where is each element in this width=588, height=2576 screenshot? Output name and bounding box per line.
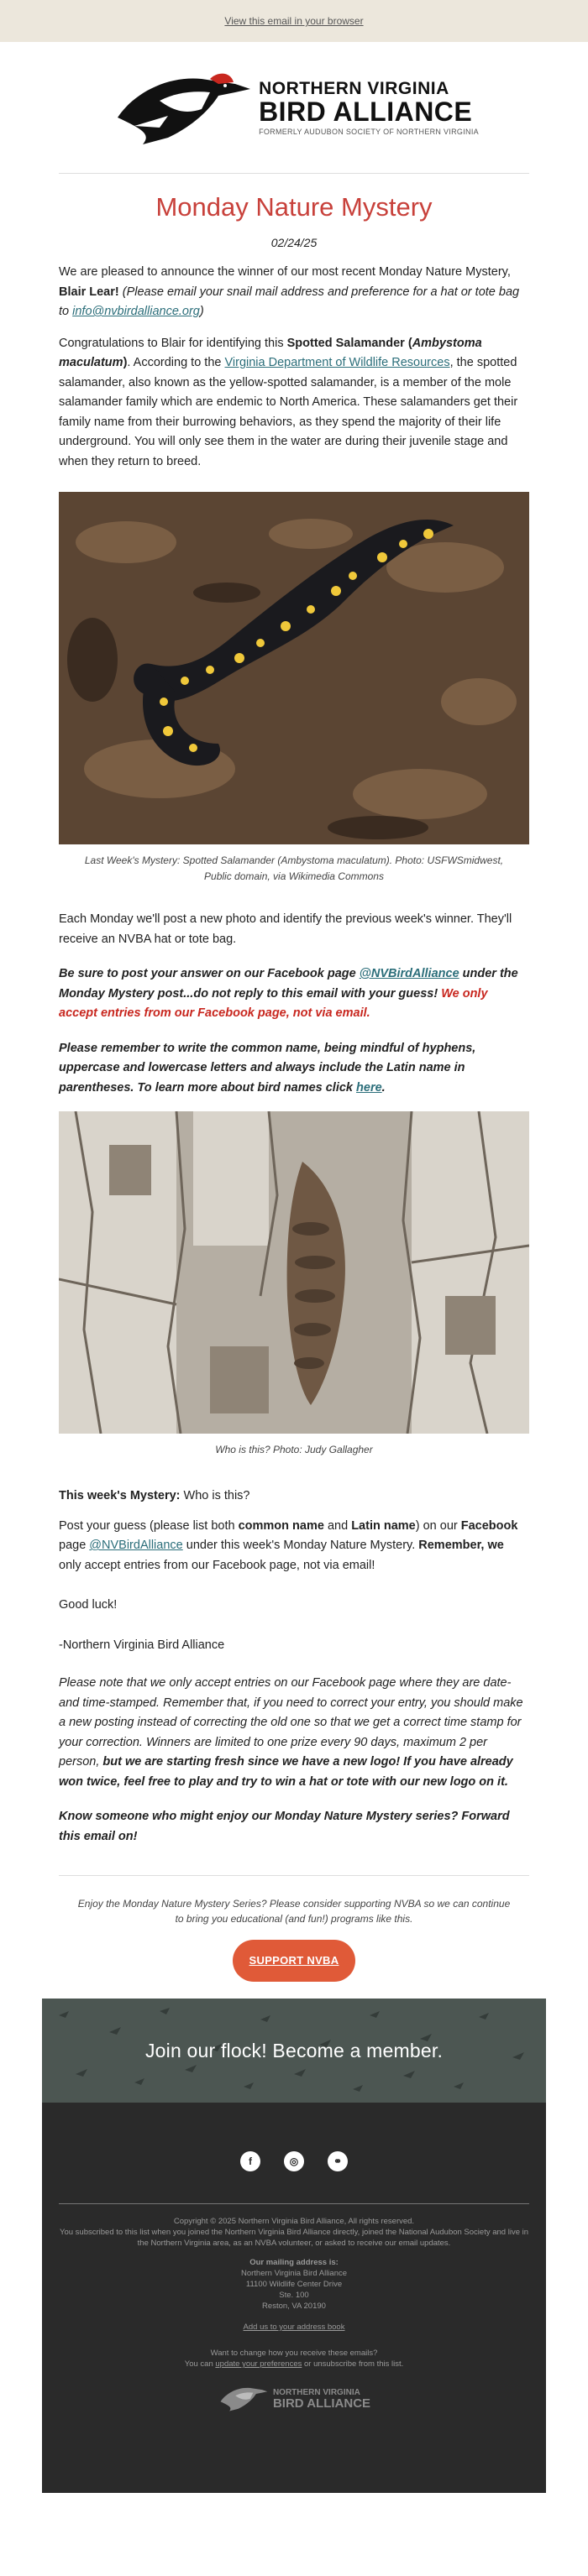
address-line-2: 11100 Wildlife Center Drive — [245, 2280, 343, 2289]
footer-divider — [59, 2203, 529, 2204]
post-latin: Latin name — [351, 1518, 416, 1533]
membership-banner-text: Join our flock! Become a member. — [144, 2039, 444, 2061]
mystery-photo — [59, 1111, 529, 1434]
instagram-icon[interactable]: ◎ — [284, 2151, 304, 2171]
facebook-handle-link[interactable]: @NVBirdAlliance — [359, 967, 459, 980]
support-text: Enjoy the Monday Nature Mystery Series? Please consider supporting NVBA so we can continue to bring you educational (and fun!) programs like this. — [77, 1898, 511, 1925]
facebook-handle-link-2[interactable]: @NVBirdAlliance — [89, 1539, 183, 1552]
winner-paragraph — [59, 263, 529, 322]
mystery-label: This week's Mystery: — [59, 1489, 181, 1502]
top-bar — [0, 0, 588, 42]
forward-text: Know someone who might enjoy our Monday Nature Mystery series? Forward this email on! — [59, 1810, 510, 1843]
logo-line-1: NORTHERN VIRGINIA — [259, 79, 449, 98]
fb-text-a: Be sure to post your answer on our Facebook page — [59, 967, 360, 980]
species-paren-open: ( — [404, 336, 412, 350]
post-common: common name — [238, 1518, 324, 1533]
support-divider — [59, 1875, 529, 1876]
post-facebook: Facebook — [460, 1518, 518, 1533]
good-luck: Good luck! — [59, 1598, 118, 1612]
change-prefs-question: Want to change how you receive these emails? — [210, 2349, 378, 2358]
fb-text-b: under the Monday Mystery post...do not reply to this email with your guess! — [59, 967, 518, 1001]
photo2-caption: Who is this? Photo: Judy Gallagher — [215, 1444, 373, 1455]
post-guess-paragraph — [59, 1517, 529, 1576]
mystery-q: Who is this? — [180, 1489, 250, 1502]
header-divider — [59, 173, 529, 174]
species-common-name: Spotted Salamander — [286, 336, 405, 350]
change-text-b: or unsubscribe from this list. — [302, 2359, 404, 2369]
footer — [42, 2103, 546, 2493]
rules-text-b: . — [381, 1080, 386, 1095]
issue-date: 02/24/25 — [270, 236, 318, 249]
subscription-note: You subscribed to this list when you joined the Northern Virginia Bird Alliance directly, joined the National Audubon Society and live in the Northern Virginia area, as an NVBA volunteer, or asked to receive our email updates. — [59, 2228, 529, 2248]
post-page: page — [59, 1539, 90, 1552]
mystery-question — [59, 1487, 529, 1507]
social-links — [42, 2151, 546, 2171]
species-latin-name: Ambystoma maculatum — [59, 336, 482, 369]
forward-note — [59, 1807, 529, 1847]
page-title: Monday Nature Mystery — [155, 192, 433, 222]
salamander-photo — [59, 492, 529, 844]
note-text-a: Please note that we only accept entries on our Facebook page where they are date-and time-stamped. Remember that, if you need to correct your entry, you should make a new posting instead of correcting the old one so that we get a correct time stamp for your correction. Winners are limited to one prize every 90 days, maximum 2 per person, — [59, 1676, 523, 1769]
post-and: and — [323, 1518, 352, 1533]
address-line-3: Ste. 100 — [279, 2291, 309, 2300]
info-email-link[interactable]: info@nvbirdalliance.org — [72, 305, 200, 318]
facebook-icon[interactable]: f — [240, 2151, 260, 2171]
address-line-1: Northern Virginia Bird Alliance — [240, 2269, 348, 2278]
signoff: -Northern Virginia Bird Alliance — [59, 1638, 225, 1652]
footer-logo-line-2: BIRD ALLIANCE — [272, 2396, 371, 2411]
logo-text — [259, 79, 479, 136]
weekly-paragraph: Each Monday we'll post a new photo and identify the previous week's winner. They'll receive an NVBA hat or tote bag. — [59, 912, 512, 946]
photo1-caption: Last Week's Mystery: Spotted Salamander (Ambystoma maculatum). Photo: USFWSmidwest, Public domain, via Wikimedia Commons — [84, 854, 504, 882]
facebook-only-warning: We only accept entries from our Facebook page, not via email. — [59, 986, 488, 1020]
rules-body — [42, 910, 546, 1098]
winner-intro: We are pleased to announce the winner of our most recent Monday Nature Mystery, — [59, 265, 511, 279]
nvba-logo[interactable] — [42, 42, 546, 173]
update-preferences-link[interactable]: update your preferences — [215, 2359, 302, 2369]
post-remember: Remember, we — [418, 1539, 504, 1552]
support-nvba-button[interactable]: SUPPORT NVBA — [233, 1940, 355, 1982]
footer-woodpecker-icon — [218, 2383, 268, 2413]
view-in-browser-link[interactable]: View this email in your browser — [224, 15, 364, 27]
rules-note — [59, 1674, 529, 1792]
post-text-a: Post your guess (please list both — [59, 1518, 239, 1533]
mailing-address-label: Our mailing address is: — [249, 2258, 339, 2267]
mystery-body — [42, 1487, 546, 1847]
vdwr-link[interactable]: Virginia Department of Wildlife Resources — [224, 356, 450, 369]
naming-rules-paragraph — [59, 1039, 529, 1099]
winner-name: Blair Lear! — [59, 285, 119, 299]
address-line-4: Reston, VA 20190 — [262, 2302, 326, 2311]
link-icon[interactable]: ⚭ — [328, 2151, 348, 2171]
congrats-paragraph — [59, 334, 529, 473]
logo-line-2: BIRD ALLIANCE — [259, 97, 473, 127]
rules-text-a: Please remember to write the common name, being mindful of hyphens, uppercase and lowercase letters and always include the Latin name in parentheses. To learn more about bird names click — [59, 1041, 476, 1095]
congrats-text-c: , the spotted salamander, also known as the yellow-spotted salamander, is a member of the mole salamander family which are endemic to North America. These salamanders get their family name from their burrowing behaviors, as they spend the majority of their life underground. You will only see them in the water are during their juvenile stage and when they return to breed. — [59, 356, 518, 468]
congrats-text-a: Congratulations to Blair for identifying this — [59, 336, 287, 350]
post-text-d: only accept entries from our Facebook page, not via email! — [59, 1558, 375, 1572]
bird-names-link[interactable]: here — [356, 1080, 382, 1095]
winner-close: ) — [199, 305, 204, 318]
congrats-text-b: . According to the — [127, 356, 225, 369]
logo-line-3: FORMERLY AUDUBON SOCIETY OF NORTHERN VIRGINIA — [259, 128, 479, 136]
species-paren-close: ) — [123, 356, 128, 369]
footer-logo — [42, 2383, 546, 2413]
membership-banner[interactable] — [42, 1999, 546, 2103]
post-text-c: under this week's Monday Nature Mystery. — [182, 1539, 419, 1552]
footer-logo-line-1: NORTHERN VIRGINIA — [272, 2387, 360, 2397]
change-prefs-line — [59, 2359, 529, 2370]
woodpecker-logo-icon — [109, 67, 252, 148]
article-body — [42, 263, 546, 472]
copyright: Copyright © 2025 Northern Virginia Bird Alliance, All rights reserved. — [173, 2217, 415, 2226]
post-text-b: ) on our — [415, 1518, 461, 1533]
winner-note: (Please email your snail mail address and preference for a hat or tote bag to — [59, 285, 520, 318]
add-to-address-book-link[interactable]: Add us to your address book — [243, 2323, 345, 2332]
facebook-paragraph — [59, 964, 529, 1024]
note-text-b: but we are starting fresh since we have a new logo! If you have already won twice, feel free to play and try to win a hat or tote with our new logo on it. — [59, 1755, 513, 1789]
change-text-a: You can — [184, 2359, 216, 2369]
